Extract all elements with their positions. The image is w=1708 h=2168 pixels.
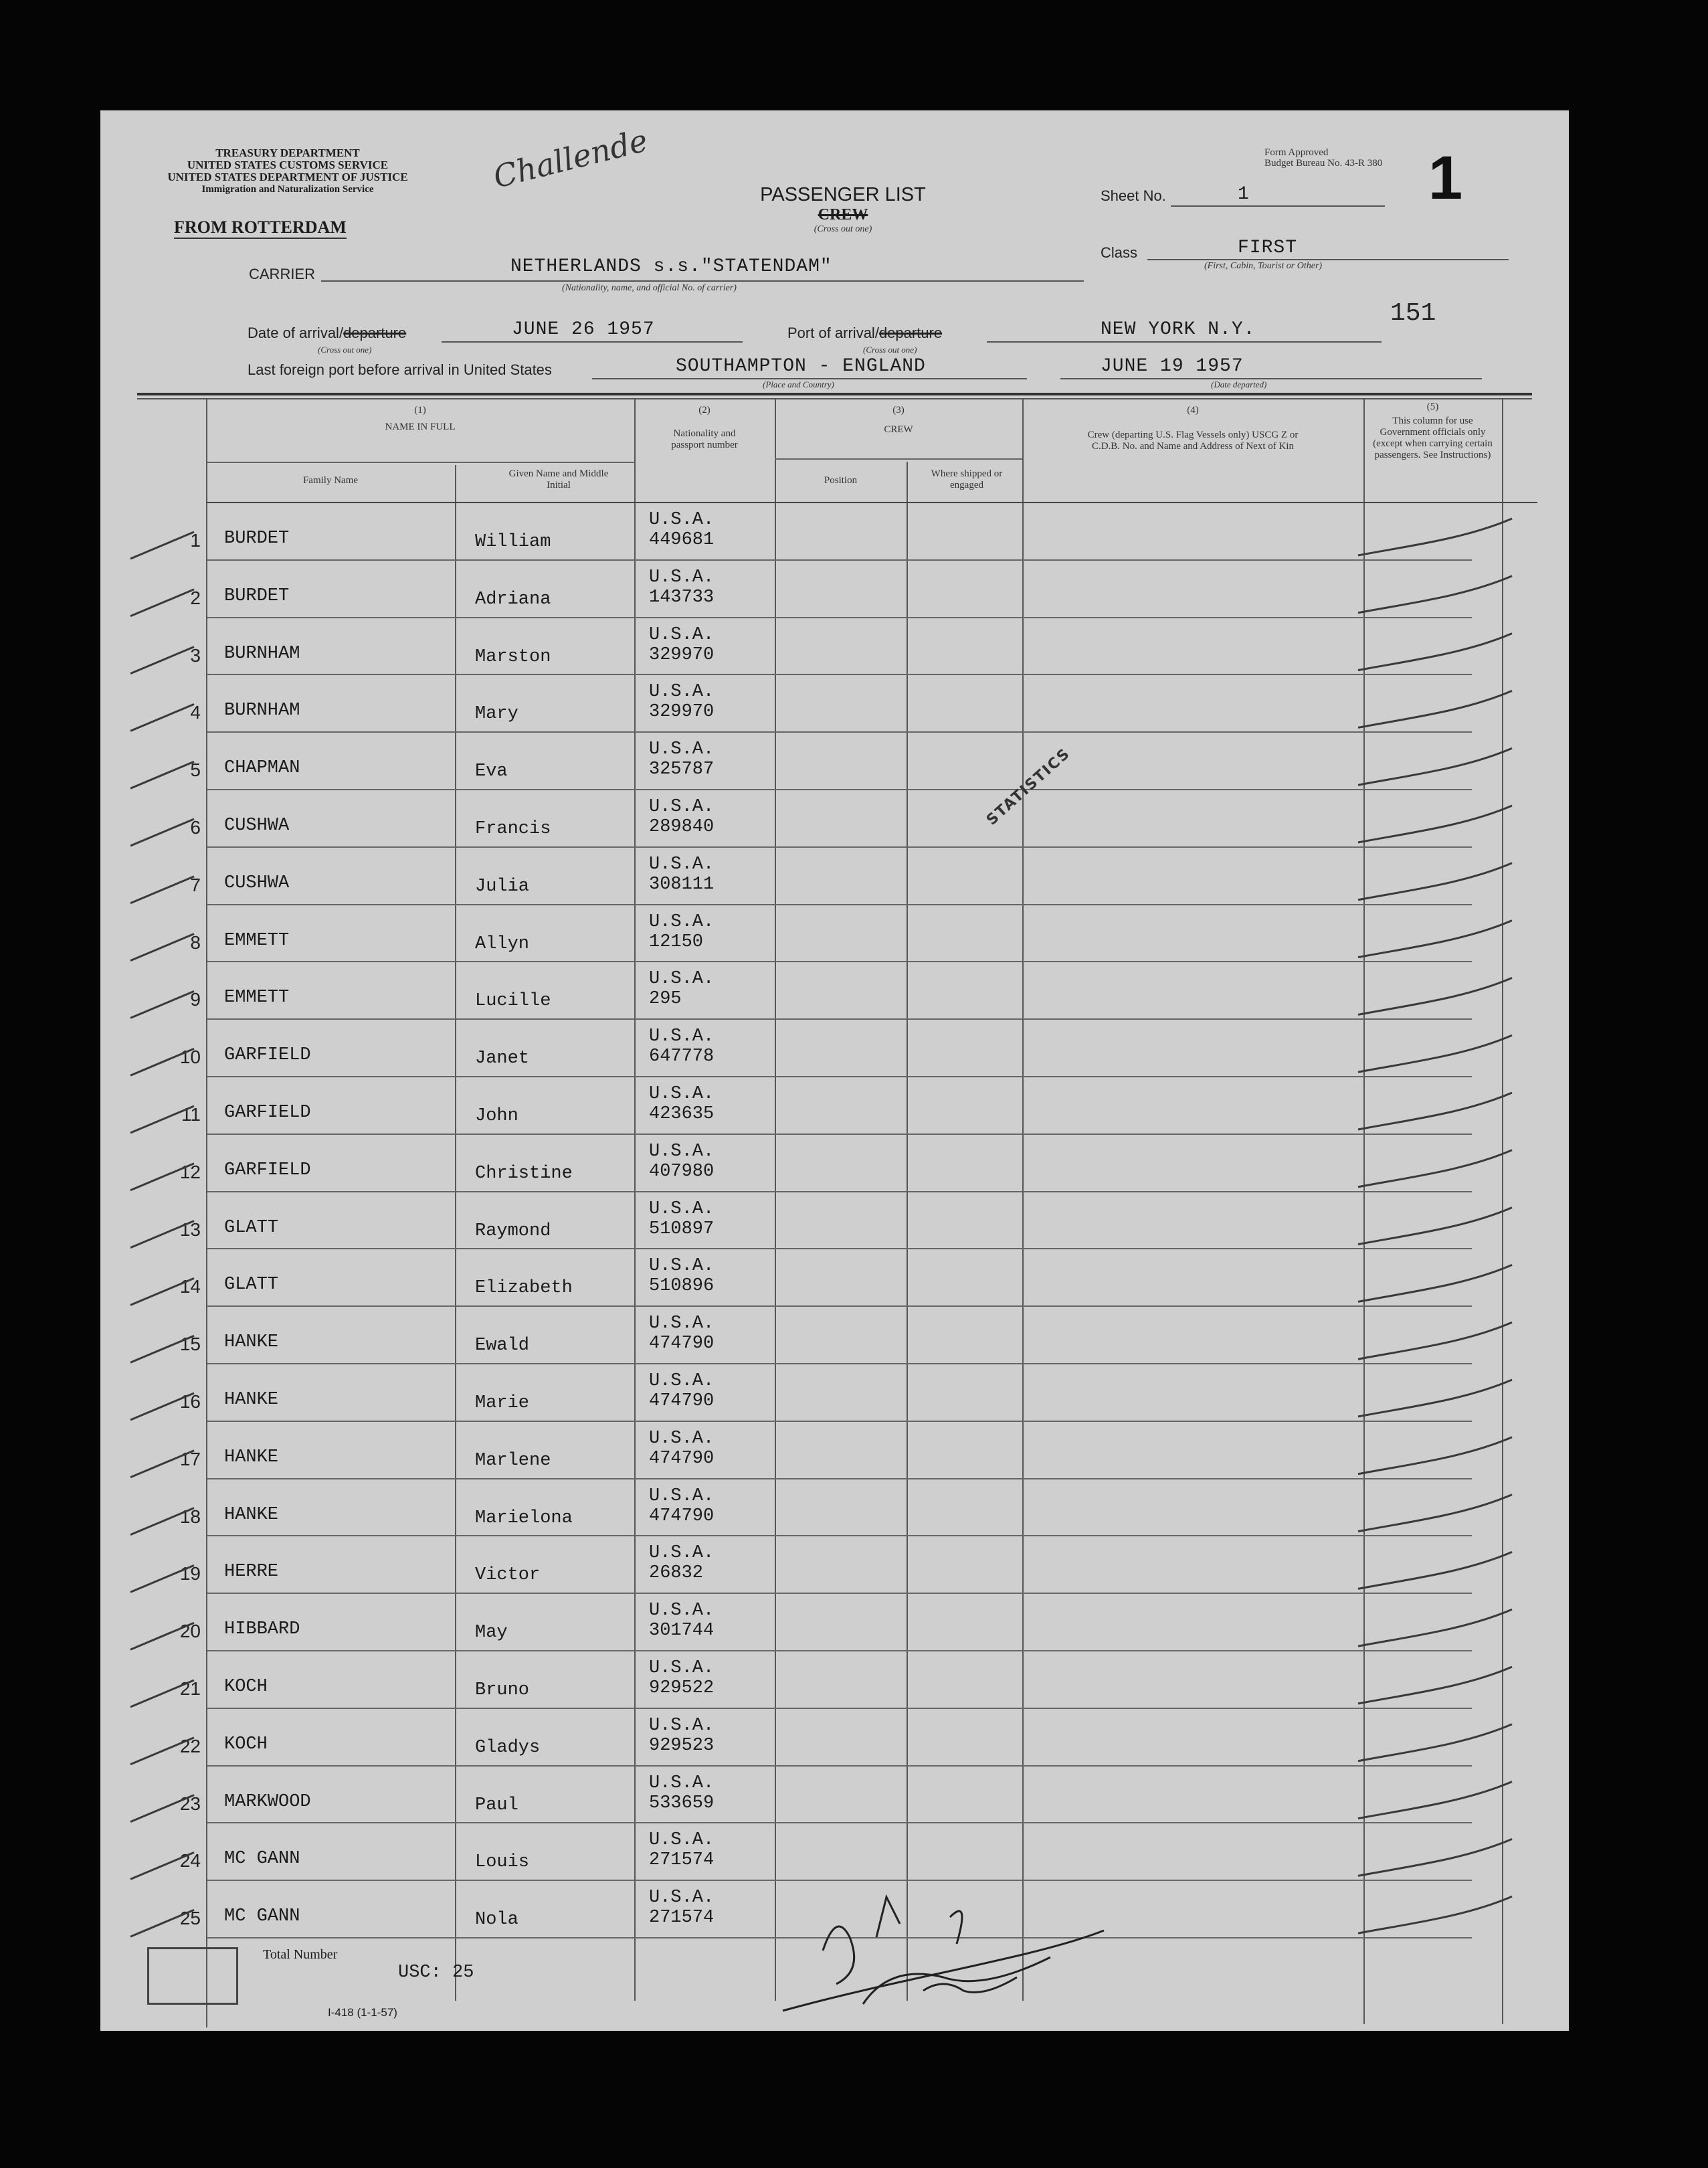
nationality: U.S.A.: [649, 1485, 715, 1506]
row-check-stroke: [130, 761, 194, 788]
nationality: U.S.A.: [649, 1084, 715, 1104]
family-name: GARFIELD: [224, 1045, 311, 1066]
passport-number: 929523: [649, 1735, 715, 1756]
nationality: U.S.A.: [649, 682, 715, 703]
row-number: 19: [179, 1563, 201, 1585]
official-check-stroke: [1358, 748, 1512, 785]
nationality: U.S.A.: [649, 797, 715, 817]
passenger-list-sheet: [100, 110, 1569, 2031]
sheet-number-large: 1: [1428, 144, 1463, 212]
nationality: U.S.A.: [649, 1715, 715, 1736]
row-number: 25: [179, 1908, 201, 1929]
row-number: 16: [179, 1391, 201, 1412]
official-check-stroke: [1358, 806, 1512, 842]
cross-out-note: (Cross out one): [814, 224, 872, 234]
passport-number: 301744: [649, 1621, 715, 1641]
official-check-stroke: [1358, 691, 1512, 727]
row-number: 5: [190, 759, 201, 781]
official-check-stroke: [1358, 921, 1512, 958]
row-number: 14: [179, 1276, 201, 1297]
total-label: Total Number: [263, 1947, 338, 1962]
page-number: 151: [1390, 299, 1436, 328]
row-check-stroke: [130, 704, 194, 731]
col5-num: (5): [1426, 401, 1439, 412]
row-check-stroke: [130, 877, 194, 903]
row-check-stroke: [130, 1795, 194, 1822]
given-name: Marielona: [475, 1508, 573, 1528]
agency-line-ins: Immigration and Naturalization Service: [201, 184, 374, 195]
nationality: U.S.A.: [649, 1198, 715, 1219]
family-name: GLATT: [224, 1275, 279, 1295]
row-check-stroke: [130, 819, 194, 846]
form-approved: Form Approved: [1264, 147, 1329, 158]
nationality: U.S.A.: [649, 969, 715, 990]
row-number: 21: [179, 1678, 201, 1699]
passport-number: 12150: [649, 931, 704, 952]
row-number: 8: [190, 931, 201, 953]
given-name: Marie: [475, 1393, 530, 1413]
row-check-stroke: [130, 1106, 194, 1133]
official-check-stroke: [1358, 1035, 1512, 1072]
arrival-date-value: JUNE 26 1957: [512, 319, 655, 340]
annotation-strokes: [100, 110, 1569, 2031]
row-check-stroke: [130, 1852, 194, 1879]
given-name: Allyn: [475, 933, 530, 954]
row-check-stroke: [130, 1164, 194, 1190]
row-check-stroke: [130, 934, 194, 961]
col2-num: (2): [698, 405, 710, 416]
row-check-stroke: [130, 1738, 194, 1765]
row-number: 10: [179, 1047, 201, 1068]
position-header: Position: [824, 475, 858, 486]
col2-title: Nationality and passport number: [671, 428, 738, 450]
row-check-stroke: [130, 1393, 194, 1420]
passport-number: 143733: [649, 587, 715, 608]
row-number: 9: [190, 989, 201, 1010]
family-name: GLATT: [224, 1217, 279, 1238]
given-name: Raymond: [475, 1221, 551, 1241]
col5-title: This column for use Government officials only (except when carrying certain passengers. See Instructions): [1373, 416, 1493, 460]
official-check-stroke: [1358, 519, 1512, 555]
given-name: Lucille: [475, 991, 551, 1012]
official-check-stroke: [1358, 1724, 1512, 1761]
row-number: 17: [179, 1448, 201, 1469]
family-name: HANKE: [224, 1390, 279, 1410]
official-check-stroke: [1358, 1552, 1512, 1589]
nationality: U.S.A.: [649, 510, 715, 530]
official-check-stroke: [1358, 1437, 1512, 1474]
last-port-value: SOUTHAMPTON - ENGLAND: [676, 356, 926, 377]
row-number: 11: [181, 1104, 201, 1125]
given-name: Marston: [475, 646, 551, 667]
official-check-stroke: [1358, 1839, 1512, 1876]
given-name: Bruno: [475, 1680, 530, 1700]
official-check-stroke: [1358, 978, 1512, 1014]
sheet-label: Sheet No.: [1101, 187, 1166, 204]
official-check-stroke: [1358, 1322, 1512, 1359]
official-check-stroke: [1358, 1208, 1512, 1245]
official-check-stroke: [1358, 1667, 1512, 1704]
nationality: U.S.A.: [649, 1888, 715, 1908]
col4-num: (4): [1187, 405, 1199, 416]
nationality: U.S.A.: [649, 1256, 715, 1277]
class-hint: (First, Cabin, Tourist or Other): [1204, 261, 1323, 271]
passport-number: 449681: [649, 530, 715, 550]
row-number: 12: [179, 1161, 201, 1182]
col1-title: NAME IN FULL: [385, 422, 456, 432]
row-number: 2: [190, 587, 201, 608]
row-number: 24: [179, 1850, 201, 1872]
row-number: 4: [190, 702, 201, 723]
given-name: Louis: [475, 1852, 530, 1873]
last-port-label: Last foreign port before arrival in United States: [248, 361, 552, 378]
row-check-stroke: [130, 1336, 194, 1362]
passport-number: 407980: [649, 1161, 715, 1182]
family-name: CHAPMAN: [224, 758, 300, 779]
nationality: U.S.A.: [649, 1371, 715, 1391]
nationality: U.S.A.: [649, 567, 715, 588]
crew-struck: CREW: [818, 206, 868, 223]
carrier-hint: (Nationality, name, and official No. of carrier): [562, 283, 737, 293]
nationality: U.S.A.: [649, 854, 715, 875]
official-check-stroke: [1358, 1495, 1512, 1532]
date-departed-hint: (Date departed): [1211, 379, 1267, 389]
form-code: I-418 (1-1-57): [328, 2006, 397, 2019]
family-name-header: Family Name: [302, 475, 359, 486]
given-name: Christine: [475, 1163, 573, 1184]
passport-number: 308111: [649, 874, 715, 895]
arrival-port-value: NEW YORK N.Y.: [1101, 319, 1256, 340]
row-number: 13: [179, 1218, 201, 1240]
passport-number: 295: [649, 989, 682, 1010]
family-name: KOCH: [224, 1677, 268, 1697]
family-name: HERRE: [224, 1562, 279, 1583]
row-check-stroke: [130, 1278, 194, 1305]
row-check-stroke: [130, 532, 194, 559]
given-name: Gladys: [475, 1737, 541, 1758]
agency-line-justice: UNITED STATES DEPARTMENT OF JUSTICE: [167, 171, 408, 183]
official-check-stroke: [1358, 1093, 1512, 1130]
carrier-value: NETHERLANDS s.s."STATENDAM": [510, 256, 832, 277]
total-number-box: [147, 1947, 238, 2005]
official-check-stroke: [1358, 634, 1512, 670]
row-check-stroke: [130, 647, 194, 674]
arrival-date-cross-out: (Cross out one): [318, 345, 372, 355]
family-name: EMMETT: [224, 930, 290, 951]
family-name: GARFIELD: [224, 1103, 311, 1123]
family-name: MARKWOOD: [224, 1791, 311, 1812]
official-check-stroke: [1358, 1896, 1512, 1933]
given-name: Nola: [475, 1910, 518, 1930]
row-check-stroke: [130, 1049, 194, 1075]
given-name: Victor: [475, 1565, 541, 1586]
official-check-stroke: [1358, 863, 1512, 900]
passport-number: 510897: [649, 1218, 715, 1239]
nationality: U.S.A.: [649, 1773, 715, 1793]
class-value: FIRST: [1238, 238, 1298, 258]
row-number: 23: [179, 1793, 201, 1814]
passport-number: 289840: [649, 817, 715, 837]
passport-number: 325787: [649, 759, 715, 780]
passport-number: 647778: [649, 1047, 715, 1067]
row-number: 22: [179, 1735, 201, 1756]
passport-number: 533659: [649, 1793, 715, 1813]
family-name: HANKE: [224, 1504, 279, 1525]
passport-number: 423635: [649, 1104, 715, 1124]
passport-number: 474790: [649, 1334, 715, 1354]
passport-number: 271574: [649, 1908, 715, 1928]
sheet-no: 1: [1238, 184, 1250, 205]
nationality: U.S.A.: [649, 911, 715, 932]
col3-num: (3): [892, 405, 905, 416]
row-check-stroke: [130, 590, 194, 616]
row-number: 15: [179, 1334, 201, 1355]
carrier-label: CARRIER: [249, 266, 316, 282]
row-check-stroke: [130, 1623, 194, 1649]
given-name: John: [475, 1106, 518, 1126]
row-number: 20: [179, 1621, 201, 1642]
family-name: MC GANN: [224, 1906, 300, 1927]
official-check-stroke: [1358, 1609, 1512, 1646]
row-number: 7: [190, 874, 201, 895]
passport-number: 929522: [649, 1678, 715, 1698]
row-check-stroke: [130, 1508, 194, 1535]
shipped-header: Where shipped or engaged: [931, 468, 1003, 490]
arrival-date-label: Date of arrival/departure: [248, 325, 407, 341]
given-name-header: Given Name and Middle Initial: [508, 468, 609, 490]
nationality: U.S.A.: [649, 624, 715, 645]
family-name: HANKE: [224, 1332, 279, 1353]
arrival-port-label: Port of arrival/departure: [787, 325, 943, 341]
family-name: EMMETT: [224, 988, 290, 1008]
row-check-stroke: [130, 1680, 194, 1707]
row-number: 1: [190, 530, 201, 551]
row-check-stroke: [130, 1910, 194, 1936]
passport-number: 510896: [649, 1276, 715, 1297]
given-name: Adriana: [475, 589, 551, 610]
family-name: BURDET: [224, 585, 290, 606]
col4-title: Crew (departing U.S. Flag Vessels only) USCG Z or C.D.B. No. and Name and Address of Next of Kin: [1087, 430, 1299, 452]
arrival-port-struck: departure: [878, 325, 943, 341]
family-name: MC GANN: [224, 1849, 300, 1870]
given-name: Ewald: [475, 1336, 530, 1356]
given-name: Francis: [475, 819, 551, 839]
nationality: U.S.A.: [649, 1543, 715, 1564]
nationality: U.S.A.: [649, 1026, 715, 1047]
row-number: 18: [179, 1506, 201, 1527]
official-check-stroke: [1358, 1782, 1512, 1819]
agency-line-treasury: TREASURY DEPARTMENT: [215, 147, 360, 159]
family-name: HIBBARD: [224, 1619, 300, 1640]
given-name: Julia: [475, 876, 530, 897]
nationality: U.S.A.: [649, 739, 715, 760]
arrival-date-struck: departure: [343, 325, 407, 341]
nationality: U.S.A.: [649, 1830, 715, 1851]
nationality: U.S.A.: [649, 1601, 715, 1621]
passport-number: 271574: [649, 1850, 715, 1871]
nationality: U.S.A.: [649, 1428, 715, 1449]
family-name: BURNHAM: [224, 701, 300, 721]
given-name: Eva: [475, 761, 508, 782]
date-departed-value: JUNE 19 1957: [1101, 356, 1244, 377]
family-name: GARFIELD: [224, 1160, 311, 1180]
passport-number: 329970: [649, 644, 715, 665]
given-name: Elizabeth: [475, 1278, 573, 1299]
passport-number: 474790: [649, 1506, 715, 1526]
given-name: William: [475, 532, 551, 552]
passport-number: 329970: [649, 702, 715, 723]
family-name: HANKE: [224, 1447, 279, 1467]
family-name: CUSHWA: [224, 816, 290, 836]
nationality: U.S.A.: [649, 1141, 715, 1162]
passport-number: 26832: [649, 1563, 704, 1584]
agency-line-customs: UNITED STATES CUSTOMS SERVICE: [187, 159, 389, 171]
col3-title: CREW: [884, 424, 913, 435]
row-number: 3: [190, 644, 201, 666]
place-hint: (Place and Country): [763, 379, 834, 389]
family-name: BURDET: [224, 529, 290, 549]
arrival-port-cross-out: (Cross out one): [863, 345, 917, 355]
family-name: BURNHAM: [224, 643, 300, 664]
official-check-stroke: [1358, 1380, 1512, 1417]
statistics-stamp: STATISTICS: [983, 745, 1074, 829]
handwritten-note: Challende: [489, 122, 652, 195]
budget-bureau: Budget Bureau No. 43-R 380: [1264, 158, 1383, 169]
usc-value: USC: 25: [398, 1963, 474, 1983]
row-number: 6: [190, 817, 201, 838]
row-check-stroke: [130, 991, 194, 1018]
given-name: Mary: [475, 704, 518, 725]
col1-num: (1): [414, 405, 426, 416]
row-check-stroke: [130, 1451, 194, 1477]
family-name: CUSHWA: [224, 873, 290, 893]
row-check-stroke: [130, 1221, 194, 1248]
nationality: U.S.A.: [649, 1658, 715, 1678]
family-name: KOCH: [224, 1734, 268, 1754]
row-check-stroke: [130, 1565, 194, 1592]
official-check-stroke: [1358, 1150, 1512, 1187]
given-name: Janet: [475, 1049, 530, 1069]
given-name: Paul: [475, 1795, 518, 1815]
nationality: U.S.A.: [649, 1314, 715, 1334]
passport-number: 474790: [649, 1448, 715, 1469]
from-port: FROM ROTTERDAM: [174, 217, 347, 239]
given-name: Marlene: [475, 1450, 551, 1471]
given-name: May: [475, 1623, 508, 1643]
class-label: Class: [1101, 244, 1138, 261]
passport-number: 474790: [649, 1391, 715, 1411]
official-check-stroke: [1358, 1265, 1512, 1301]
page-title: PASSENGER LIST: [760, 184, 926, 205]
official-check-stroke: [1358, 576, 1512, 613]
